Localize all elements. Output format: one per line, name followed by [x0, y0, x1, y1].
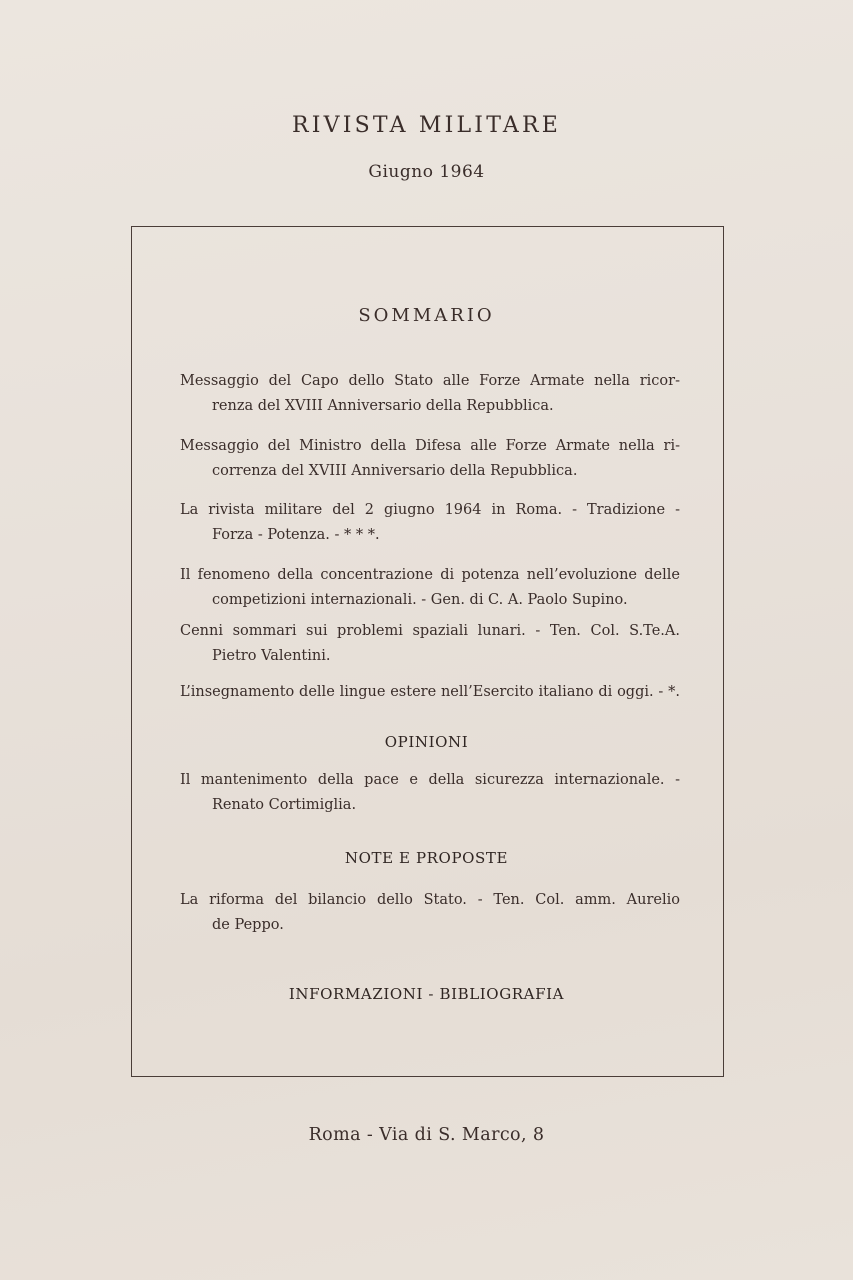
entry-line: Messaggio del Ministro della Difesa alle Forze Armate nella ri- [180, 438, 680, 454]
entry-line: La riforma del bilancio dello Stato. - Ten. Col. amm. Aurelio [180, 892, 680, 908]
entry-line: correnza del XVIII Anniversario della Repubblica. [212, 463, 578, 479]
entry-line: Renato Cortimiglia. [212, 797, 357, 813]
entry-line: La rivista militare del 2 giugno 1964 in Roma. - Tradizione - [180, 502, 680, 518]
entry-line: Forza - Potenza. - * * *. [212, 527, 380, 543]
contents-entry [180, 369, 680, 419]
entry-line: L’insegnamento delle lingue estere nell’Esercito italiano di oggi. - *. [180, 684, 680, 700]
entry-line: de Peppo. [212, 917, 284, 933]
contents-entry [180, 434, 680, 484]
notes-heading: NOTE E PROPOSTE [344, 849, 509, 867]
entry-line: Il mantenimento della pace e della sicurezza internazionale. - [180, 772, 680, 788]
contents-entry [180, 680, 680, 705]
contents-entry [180, 498, 680, 548]
magazine-title: RIVISTA MILITARE [292, 113, 561, 138]
entry-line: renza del XVIII Anniversario della Repubblica. [212, 398, 554, 414]
opinions-heading: OPINIONI [384, 733, 469, 751]
entry-line: Cenni sommari sui problemi spaziali lunari. - Ten. Col. S.Te.A. [180, 623, 680, 639]
entry-line: Il fenomeno della concentrazione di potenza nell’evoluzione delle [180, 567, 680, 583]
issue-date: Giugno 1964 [368, 162, 485, 182]
opinions-entry [180, 768, 680, 818]
closing-heading: INFORMAZIONI - BIBLIOGRAFIA [288, 985, 565, 1003]
contents-entry [180, 619, 680, 669]
entry-line: Messaggio del Capo dello Stato alle Forze Armate nella ricor- [180, 373, 680, 389]
entry-line: Pietro Valentini. [212, 648, 331, 664]
footer-address: Roma - Via di S. Marco, 8 [308, 1125, 545, 1145]
contents-entry [180, 563, 680, 613]
summary-heading: SOMMARIO [358, 305, 495, 326]
entry-line: competizioni internazionali. - Gen. di C. A. Paolo Supino. [212, 592, 628, 608]
notes-entry [180, 888, 680, 938]
